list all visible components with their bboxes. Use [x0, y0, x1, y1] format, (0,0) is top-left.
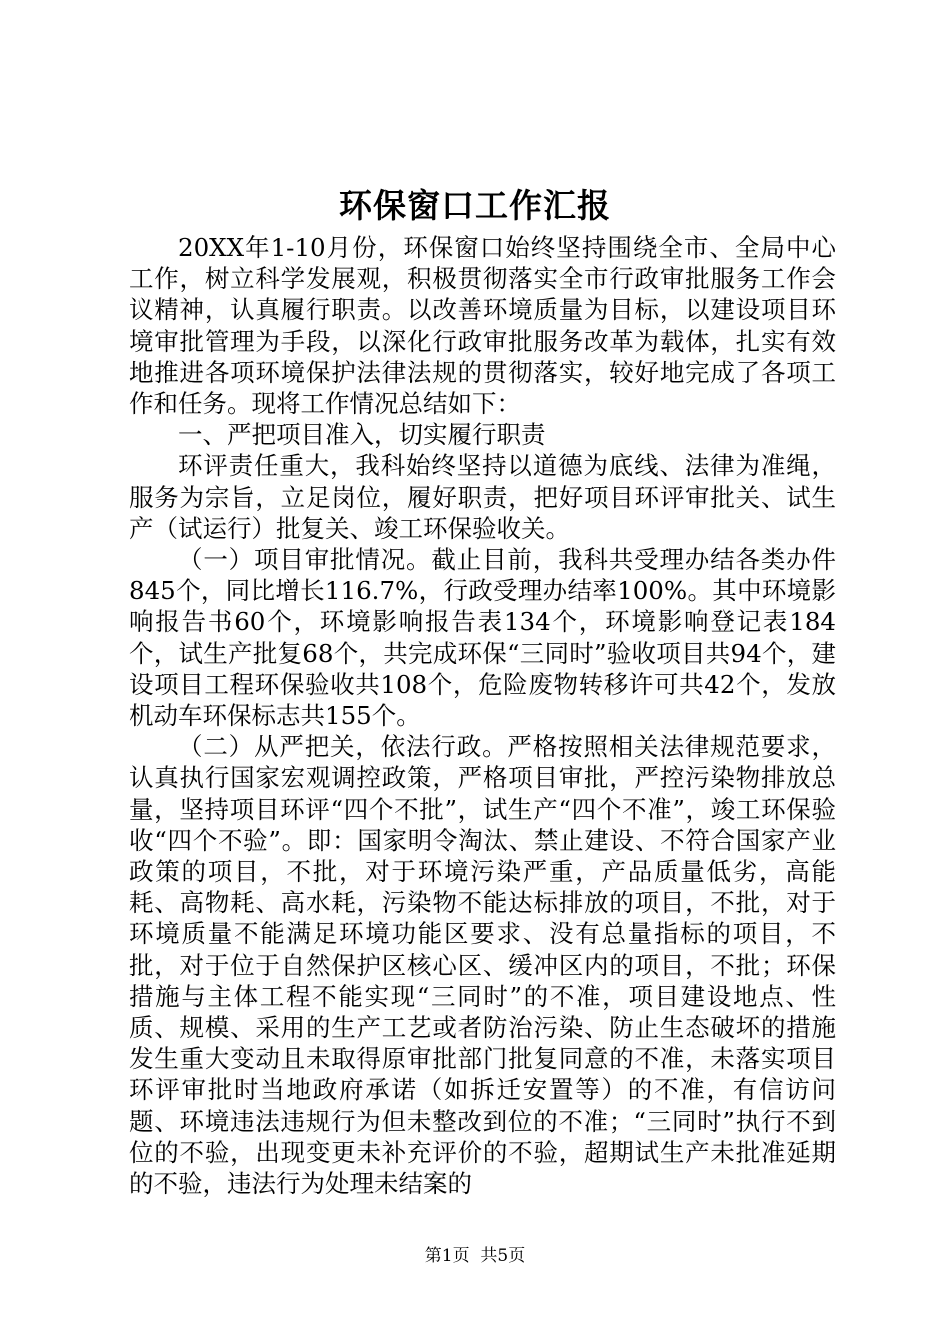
body-paragraph: （二）从严把关，依法行政。严格按照相关法律规范要求，认真执行国家宏观调控政策，严格项目审批，严控污染物排放总量，坚持项目环评“四个不批”，试生产“四个不准”，竣工环保验收“四个不验”。即：国家明令淘汰、禁止建设、不符合国家产业政策的项目，不批，对于环境污染严重，产品质量低劣，高能耗、高物耗、高水耗，污染物不能达标排放的项目，不批，对于环境质量不能满足环境功能区要求、没有总量指标的项目，不批，对于位于自然保护区核心区、缓冲区内的项目，不批；环保措施与主体工程不能实现“三同时”的不准，项目建设地点、性质、规模、采用的生产工艺或者防治污染、防止生态破坏的措施发生重大变动且未取得原审批部门批复同意的不准，未落实项目环评审批时当地政府承诺（如拆迁安置等）的不准，有信访问题、环境违法违规行为但未整改到位的不准；“三同时”执行不到位的不验，出现变更未补充评价的不验，超期试生产未批准延期的不验，违法行为处理未结案的 — [129, 732, 836, 1199]
intro-paragraph: 20XX年1-10月份，环保窗口始终坚持围绕全市、全局中心工作，树立科学发展观，积极贯彻落实全市行政审批服务工作会议精神，认真履行职责。以改善环境质量为目标，以建设项目环境审批管理为手段，以深化行政审批服务改革为载体，扎实有效地推进各项环境保护法律法规的贯彻落实，较好地完成了各项工作和任务。现将工作情况总结如下： — [129, 233, 836, 419]
page-footer: 第1页 共5页 — [424, 1246, 526, 1266]
section-heading: 一、严把项目准入，切实履行职责 — [178, 420, 546, 450]
body-paragraph: （一）项目审批情况。截止目前，我科共受理办结各类办件845个，同比增长116.7%，行政受理办结率100%。其中环境影响报告书60个，环境影响报告表134个，环境影响登记表184个，试生产批复68个，共完成环保“三同时”验收项目共94个，建设项目工程环保验收共108个，危险废物转移许可共42个，发放机动车环保标志共155个。 — [129, 545, 836, 731]
document-body — [129, 232, 836, 1199]
document-title: 环保窗口工作汇报 — [339, 186, 611, 225]
body-paragraph: 环评责任重大，我科始终坚持以道德为底线、法律为准绳，服务为宗旨，立足岗位，履好职责，把好项目环评审批关、试生产（试运行）批复关、竣工环保验收关。 — [129, 451, 836, 543]
